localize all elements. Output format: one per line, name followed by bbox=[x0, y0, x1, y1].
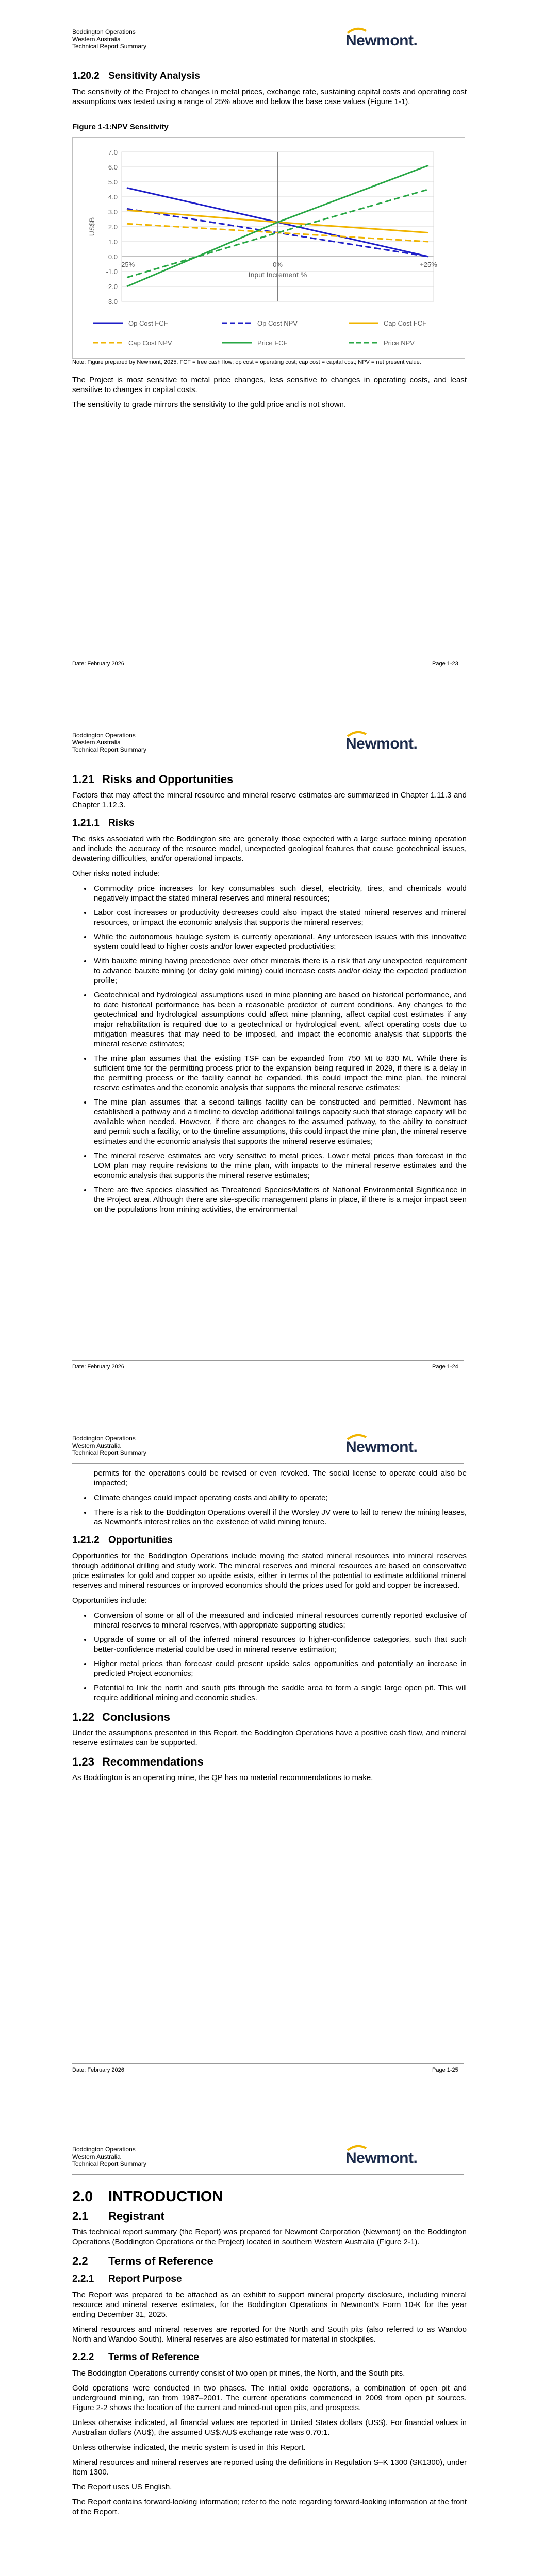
y-tick-label: -2.0 bbox=[106, 283, 118, 291]
paragraph: As Boddington is an operating mine, the QP has no material recommendations to make. bbox=[72, 1773, 373, 1782]
y-tick-label: 5.0 bbox=[108, 178, 118, 186]
newmont-logo bbox=[345, 1436, 441, 1457]
risk-list-continued bbox=[72, 1493, 467, 1527]
page-header bbox=[72, 2146, 146, 2167]
section-heading: 1.22 Conclusions bbox=[72, 1710, 171, 1723]
header-line-2: Western Australia bbox=[72, 36, 121, 43]
footer-page-number: Page 1-23 bbox=[432, 660, 458, 667]
paragraph: The risks associated with the Boddington site are generally those expected with a large surface mining operation and include the accuracy of the resource model, unexpected geological features that cause geotechnical issues, dewatering difficulties, and/or operational impacts. bbox=[72, 835, 467, 863]
paragraph: The sensitivity of the Project to changes in metal prices, exchange rate, sustaining capital costs and operating cost assumptions was tested using a range of 25% above and below the base case values (Figure 1-1). bbox=[72, 88, 467, 106]
report-page-1-25 bbox=[0, 1406, 544, 2110]
figure-note: Note: Figure prepared by Newmont, 2025. FCF = free cash flow; op cost = operating cost; cap cost = capital cost; NPV = net present value. bbox=[72, 359, 421, 365]
footer-page-number: Page 1-24 bbox=[432, 1364, 458, 1370]
list-item: • Upgrade of some or all of the inferred mineral resources to higher-confidence categories, such that such better-confidence material could be used in mineral reserve estimation; bbox=[92, 1635, 467, 1654]
paragraph: The sensitivity to grade mirrors the sensitivity to the gold price and is not shown. bbox=[72, 400, 347, 409]
npv-sensitivity-chart bbox=[72, 137, 465, 359]
y-axis-label: US$B bbox=[88, 217, 96, 236]
opportunity-list bbox=[72, 1611, 467, 1703]
section-heading: 1.20.2 Sensitivity Analysis bbox=[72, 71, 200, 81]
subsection-heading: 1.21.1 Risks bbox=[72, 818, 135, 828]
paragraph: Under the assumptions presented in this Report, the Boddington Operations have a positive cash flow, and mineral reserve estimates can be supported. bbox=[72, 1728, 467, 1747]
legend-label: Price NPV bbox=[384, 339, 415, 347]
paragraph: The Project is most sensitive to metal price changes, less sensitive to changes in operating costs, and least sensitive to changes in capital costs. bbox=[72, 376, 467, 394]
header-line-3: Technical Report Summary bbox=[72, 2160, 147, 2167]
figure-caption: Figure 1-1:NPV Sensitivity bbox=[72, 123, 169, 131]
paragraph: Opportunities include: bbox=[72, 1596, 147, 1605]
list-item: • Labor cost increases or productivity decreases could also impact the stated mineral reserves and mineral resources, or impact the economic analysis that supports the mineral reserves; bbox=[92, 908, 467, 927]
page-body bbox=[72, 71, 467, 415]
header-line-2: Western Australia bbox=[72, 1442, 121, 1449]
subsection-heading: 2.2.2 Terms of Reference bbox=[72, 2352, 199, 2363]
page-header bbox=[72, 1435, 146, 1456]
x-tick-label: +25% bbox=[420, 261, 437, 268]
legend-label: Op Cost NPV bbox=[257, 319, 298, 327]
paragraph: Gold operations were conducted in two phases. The initial oxide operations, a combination of open pit and underground mining, ran from 1987–2001. The current operations commenced in 2009 from open pit sources. Figure 2-2 shows the location of the current and mined-out open pits, and prospects. bbox=[72, 2384, 467, 2412]
header-line-1: Boddington Operations bbox=[72, 1435, 136, 1442]
paragraph: Mineral resources and mineral reserves are reported for the North and South pits (also referred to as Wandoo North and Wandoo South). Mineral reserves are also estimated for material in stockpiles. bbox=[72, 2325, 467, 2344]
list-item: • Commodity price increases for key consumables such diesel, electricity, tires, and chemicals would negatively impact the stated mineral reserves and mineral resources; bbox=[92, 884, 467, 903]
report-page-1-23 bbox=[0, 0, 544, 703]
footer-date: Date: February 2026 bbox=[72, 660, 124, 667]
page-header bbox=[72, 28, 146, 50]
chapter-heading: 2.0 INTRODUCTION bbox=[72, 2189, 223, 2205]
footer-date: Date: February 2026 bbox=[72, 2067, 124, 2073]
logo-wordmark: Newmont. bbox=[345, 1438, 418, 1455]
y-tick-label: -1.0 bbox=[106, 268, 118, 276]
x-axis-label: Input Increment % bbox=[248, 270, 307, 279]
list-item: • The mine plan assumes that a second tailings facility can be constructed and permitted. Newmont has established a pathway and a timeline to develop additional tailings capacity such that storage capacity will be available when needed. However, if there are changes to the assumed pathway, to the ability to construct and permit such a facility, or to the timeline assumptions, this could impact the mine plan, the mineral reserve estimates and the economic analysis that supports the mineral reserve estimates; bbox=[92, 1097, 467, 1146]
list-item: • Potential to link the north and south pits through the saddle area to form a single large open pit. This will require additional mining and economic studies. bbox=[92, 1683, 467, 1703]
paragraph: The Boddington Operations currently consist of two open pit mines, the North, and the South pits. bbox=[72, 2369, 405, 2378]
list-item: • Geotechnical and hydrological assumptions used in mine planning are based on historical performance, and to date historical performance has been a reasonable predictor of current conditions. Any changes to the geotechnical and hydrological assumptions could affect mine planning, affect capital cost estimates if any major rehabilitation is required due to a geotechnical or hydrological event, affect operating costs due to mitigation measures that may need to be imposed, and impact the economic analysis that supports the mineral reserve estimates; bbox=[92, 990, 467, 1049]
y-tick-label: 3.0 bbox=[108, 208, 118, 216]
section-heading: 2.1 Registrant bbox=[72, 2210, 164, 2223]
x-tick-label: 0% bbox=[273, 261, 283, 268]
header-line-1: Boddington Operations bbox=[72, 2146, 136, 2153]
paragraph: Unless otherwise indicated, all financial values are reported in United States dollars (US$). For financial values in Australian dollars (AU$), the assumed US$:AU$ exchange rate was 0.70:1. bbox=[72, 2418, 467, 2437]
subsection-heading: 2.2.1 Report Purpose bbox=[72, 2274, 182, 2284]
list-item: • Conversion of some or all of the measured and indicated mineral resources currently reported exclusive of mineral reserves to mineral reserves, with appropriate supporting studies; bbox=[92, 1611, 467, 1630]
page-header bbox=[72, 732, 146, 753]
logo-wordmark: Newmont. bbox=[345, 735, 418, 752]
list-item: • There is a risk to the Boddington Operations overall if the Worsley JV were to fail to renew the mining leases, as Newmont's interest relies on the existence of valid mining tenure. bbox=[92, 1507, 467, 1527]
newmont-logo bbox=[345, 30, 441, 50]
legend-label: Price FCF bbox=[257, 339, 288, 347]
list-item: • Climate changes could impact operating costs and ability to operate; bbox=[92, 1493, 467, 1503]
y-tick-label: 4.0 bbox=[108, 193, 118, 201]
paragraph: Mineral resources and mineral reserves are reported using the definitions in Regulation S–K 1300 (SK1300), under Item 1300. bbox=[72, 2458, 467, 2477]
continued-list-item: permits for the operations could be revised or even revoked. The social license to operate could also be impacted; bbox=[94, 1469, 467, 1487]
header-line-2: Western Australia bbox=[72, 739, 121, 746]
section-heading: 1.21 Risks and Opportunities bbox=[72, 773, 234, 786]
paragraph: The Report contains forward-looking information; refer to the note regarding forward-looking information at the front of the Report. bbox=[72, 2498, 467, 2516]
report-page-2-1 bbox=[0, 2110, 544, 2576]
subsection-heading: 1.21.2 Opportunities bbox=[72, 1535, 173, 1546]
paragraph: The Report was prepared to be attached as an exhibit to support mineral property disclosure, including mineral resource and mineral reserve estimates, for the Boddington Operations in Newmont's Form 10-K for the year ending December 31, 2025. bbox=[72, 2291, 467, 2319]
chart-svg bbox=[73, 138, 465, 358]
y-tick-label: 1.0 bbox=[108, 238, 118, 246]
header-line-3: Technical Report Summary bbox=[72, 746, 147, 753]
list-item: • While the autonomous haulage system is currently operational. Any unforeseen issues with this innovative system could lead to higher costs and/or lower expected productivities; bbox=[92, 932, 467, 952]
header-line-2: Western Australia bbox=[72, 2153, 121, 2160]
newmont-logo bbox=[345, 733, 441, 754]
list-item: • Higher metal prices than forecast could present upside sales opportunities and potentially an increase in predicted Project economics; bbox=[92, 1659, 467, 1679]
logo-wordmark: Newmont. bbox=[345, 32, 418, 49]
y-tick-label: 0.0 bbox=[108, 253, 118, 261]
risk-list bbox=[72, 884, 467, 1214]
footer-date: Date: February 2026 bbox=[72, 1364, 124, 1370]
legend-label: Cap Cost NPV bbox=[128, 339, 172, 347]
paragraph: This technical report summary (the Report) was prepared for Newmont Corporation (Newmont) on the Boddington Operations (Boddington Operations or the Project) located in southern Western Australia (Figure 2-1). bbox=[72, 2228, 467, 2246]
logo-wordmark: Newmont. bbox=[345, 2149, 418, 2166]
section-heading: 1.23 Recommendations bbox=[72, 1755, 204, 1768]
page-body bbox=[72, 2189, 467, 2522]
list-item: • The mine plan assumes that the existing TSF can be expanded from 750 Mt to 830 Mt. While there is sufficient time for the permitting process prior to the expansion being required in 2029, if there is a delay in the permitting process or the facility cannot be expanded, this could impact the mine plan, the mineral reserve estimates and the economic analysis that supports the mineral reserve estimates; bbox=[92, 1054, 467, 1093]
list-item: • With bauxite mining having precedence over other minerals there is a risk that any unexpected requirement to advance bauxite mining (or delay gold mining) could increase costs and/or delay the expected production profile; bbox=[92, 956, 467, 986]
footer-page-number: Page 1-25 bbox=[432, 2067, 458, 2073]
paragraph: Factors that may affect the mineral resource and mineral reserve estimates are summarized in Chapter 1.11.3 and Chapter 1.12.3. bbox=[72, 791, 467, 809]
footer-divider bbox=[72, 2063, 464, 2064]
paragraph: The Report uses US English. bbox=[72, 2483, 172, 2492]
list-item: • There are five species classified as Threatened Species/Matters of National Environmental Significance in the Project area. Although there are site-specific management plans in place, if there is a major impact seen on the populations from mining activities, the environmental bbox=[92, 1185, 467, 1214]
list-item: • The mineral reserve estimates are very sensitive to metal prices. Lower metal prices than forecast in the LOM plan may require revisions to the mine plan, with impacts to the mineral reserve estimates and the economic analysis that supports the mineral reserve estimates; bbox=[92, 1151, 467, 1180]
paragraph: Unless otherwise indicated, the metric system is used in this Report. bbox=[72, 2443, 306, 2452]
header-line-1: Boddington Operations bbox=[72, 28, 136, 36]
legend-label: Cap Cost FCF bbox=[384, 319, 427, 327]
header-line-3: Technical Report Summary bbox=[72, 43, 147, 50]
footer-divider bbox=[72, 1360, 464, 1361]
y-tick-label: 6.0 bbox=[108, 163, 118, 171]
page-body bbox=[72, 1468, 467, 1788]
report-page-1-24 bbox=[0, 703, 544, 1406]
y-tick-label: 2.0 bbox=[108, 223, 118, 231]
x-tick-label: -25% bbox=[119, 261, 135, 268]
y-tick-label: -3.0 bbox=[106, 298, 118, 306]
header-line-1: Boddington Operations bbox=[72, 732, 136, 739]
newmont-logo bbox=[345, 2147, 441, 2168]
header-divider bbox=[72, 1463, 464, 1464]
header-divider bbox=[72, 2174, 464, 2175]
header-line-3: Technical Report Summary bbox=[72, 1449, 147, 1456]
page-body bbox=[72, 774, 467, 1219]
y-tick-label: 7.0 bbox=[108, 148, 118, 156]
legend-label: Op Cost FCF bbox=[128, 319, 168, 327]
section-heading: 2.2 Terms of Reference bbox=[72, 2255, 213, 2267]
paragraph: Opportunities for the Boddington Operations include moving the stated mineral resources into mineral reserves through additional drilling and study work. The mineral reserves and mineral resources are based on conservative price estimates for gold and copper so upside exists, either in terms of the potential to estimate additional mineral reserves and mineral resources or improved economics should the prices used for gold and copper be increased. bbox=[72, 1552, 467, 1590]
paragraph: Other risks noted include: bbox=[72, 869, 160, 878]
